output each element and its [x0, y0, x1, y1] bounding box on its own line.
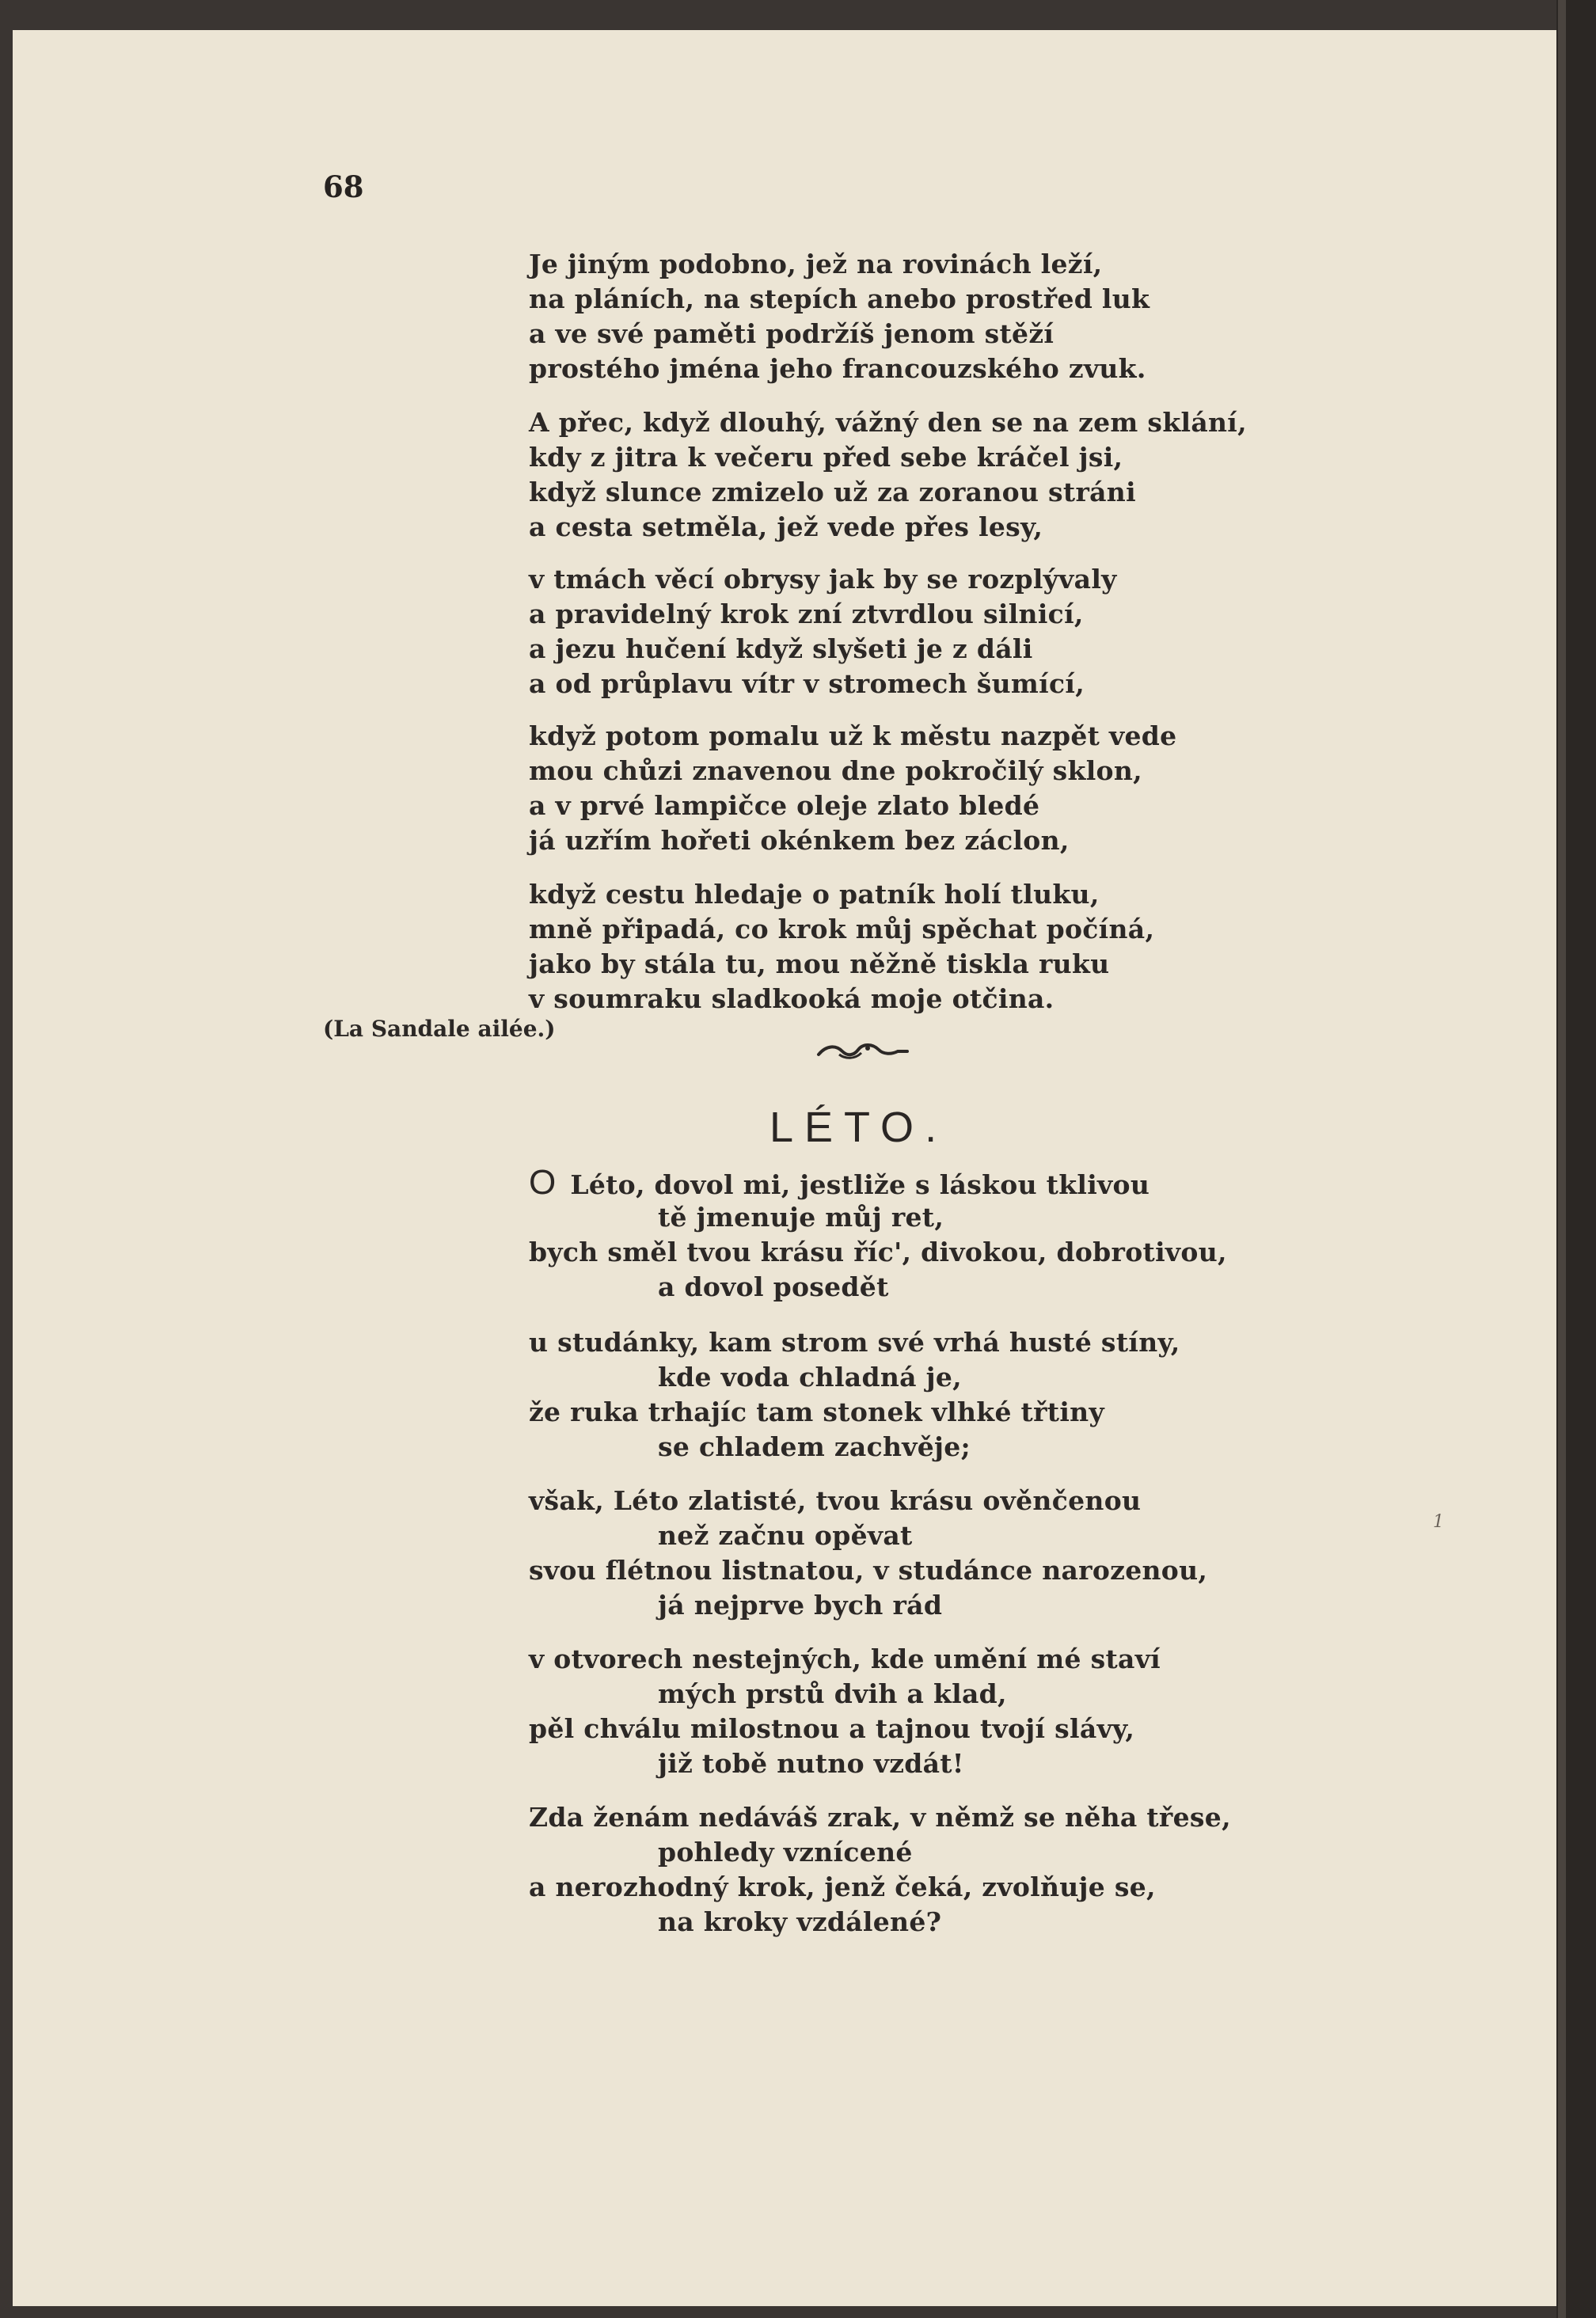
poem1-stanza-4: [529, 719, 1176, 858]
poem-line-first: [529, 1165, 1227, 1200]
poem-line: již tobě nutno vzdát!: [658, 1748, 964, 1779]
poem-line: mých prstů dvih a klad,: [658, 1678, 1007, 1709]
poem-line: já uzřím hořeti okénkem bez záclon,: [529, 825, 1070, 856]
poem-line: A přec, když dlouhý, vážný den se na zem sklání,: [529, 407, 1247, 438]
poem-line: když potom pomalu už k městu nazpět vede: [529, 720, 1177, 751]
poem-line: prostého jména jeho francouzského zvuk.: [529, 353, 1146, 384]
poem-line: jako by stála tu, mou něžně tiskla ruku: [529, 948, 1110, 979]
poem-line: když cestu hledaje o patník holí tluku,: [529, 879, 1100, 910]
poem-line: mou chůzi znavenou dne pokročilý sklon,: [529, 755, 1142, 786]
poem-line: a cesta setměla, jež vede přes lesy,: [529, 511, 1043, 542]
margin-mark: 1: [1433, 1512, 1444, 1532]
poem-line: kde voda chladná je,: [658, 1362, 962, 1393]
poem-line: pohledy vznícené: [658, 1837, 913, 1868]
poem-title: LÉTO.: [770, 1104, 948, 1151]
poem-line: Je jiným podobno, jež na rovinách leží,: [529, 249, 1103, 279]
poem-line: a nerozhodný krok, jenž čeká, zvolňuje se,: [529, 1872, 1156, 1902]
poem-line: a ve své paměti podržíš jenom stěží: [529, 318, 1054, 349]
poem-line: kdy z jitra k večeru před sebe kráčel jsi,: [529, 442, 1123, 473]
poem-line: na pláních, na stepích anebo prostřed luk: [529, 283, 1150, 314]
page-number: 68: [323, 169, 364, 204]
poem-line: však, Léto zlatisté, tvou krásu ověnčenou: [529, 1485, 1142, 1516]
poem2-stanza-4: [529, 1642, 1161, 1781]
poem-line: a jezu hučení když slyšeti je z dáli: [529, 633, 1033, 664]
poem-line: tě jmenuje můj ret,: [658, 1202, 944, 1233]
poem1-stanza-2: [529, 405, 1247, 545]
poem1-stanza-3: [529, 562, 1117, 701]
book-edge-highlight: [1558, 0, 1566, 2318]
poem-line: pěl chválu milostnou a tajnou tvojí slávy,: [529, 1713, 1135, 1744]
ornament-icon: [815, 1037, 910, 1064]
poem2-stanza-3: [529, 1484, 1207, 1623]
poem-line: v otvorech nestejných, kde umění mé staví: [529, 1644, 1161, 1674]
poem-line: když slunce zmizelo už za zoranou stráni: [529, 477, 1136, 507]
poem2-stanza-2: [529, 1325, 1180, 1465]
poem-line: v tmách věcí obrysy jak by se rozplývaly: [529, 564, 1117, 595]
poem-line: než začnu opěvat: [658, 1520, 913, 1551]
poem-line: se chladem zachvěje;: [658, 1431, 971, 1462]
poem-line-text: Léto, dovol mi, jestliže s láskou tklivou: [560, 1169, 1150, 1200]
source-note: (La Sandale ailée.): [323, 1016, 556, 1042]
poem-line: u studánky, kam strom své vrhá husté stíny,: [529, 1327, 1180, 1358]
poem-line: a pravidelný krok zní ztvrdlou silnicí,: [529, 598, 1084, 629]
poem-line: Zda ženám nedáváš zrak, v němž se něha třese,: [529, 1802, 1231, 1833]
poem-line: svou flétnou listnatou, v studánce narozenou,: [529, 1555, 1208, 1586]
poem-line: v soumraku sladkooká moje otčina.: [529, 983, 1054, 1014]
poem-line: mně připadá, co krok můj spěchat počíná,: [529, 914, 1155, 944]
drop-cap: O: [529, 1163, 557, 1202]
poem1-stanza-1: [529, 247, 1150, 386]
poem-line: a v prvé lampičce oleje zlato bledé: [529, 790, 1040, 821]
poem2-stanza-5: [529, 1800, 1231, 1940]
poem-line: bych směl tvou krásu říc', divokou, dobrotivou,: [529, 1237, 1227, 1267]
poem-line: a dovol posedět: [658, 1271, 889, 1302]
poem-line: že ruka trhajíc tam stonek vlhké třtiny: [529, 1396, 1104, 1427]
poem-line: a od průplavu vítr v stromech šumící,: [529, 668, 1085, 699]
poem-line: já nejprve bych rád: [658, 1590, 943, 1621]
poem1-stanza-5: [529, 877, 1154, 1016]
poem-line: na kroky vzdálené?: [658, 1906, 942, 1937]
poem2-stanza-1: [529, 1165, 1227, 1305]
